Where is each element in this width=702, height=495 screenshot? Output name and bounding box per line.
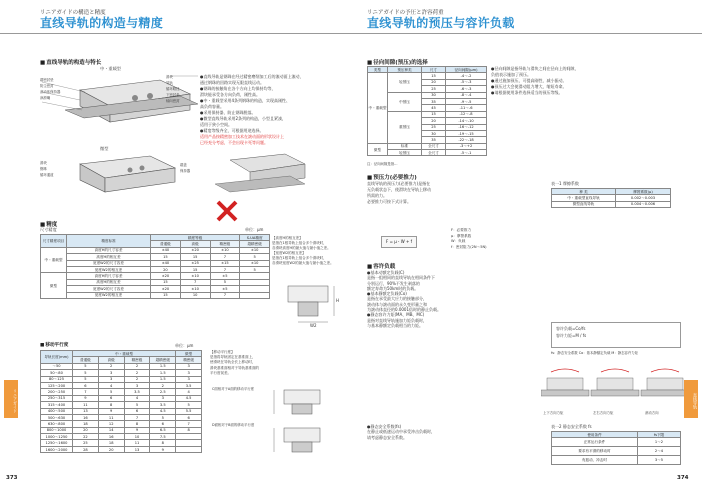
load-formula-box: 容许负载=Co/fs 容许力矩=M / fs <box>551 322 681 348</box>
par-diag-label-d: D面相对于B面的移动平行度 <box>212 423 255 427</box>
dimension-diagram <box>278 272 342 328</box>
right-header <box>351 0 702 34</box>
diagram-bottom-title: 微型 <box>100 146 109 151</box>
block-diagram-miniature <box>60 152 180 202</box>
section-accuracy: ■ 精度 <box>40 220 57 228</box>
thrust-formula: F = μ・W + f <box>381 236 417 248</box>
table2-caption: 表一2 静态安全系数 fs <box>551 424 592 429</box>
static-safety-text: ●静态安全系数(fs) 在静止或低速运动中承受冲击负载时， 请考虑静态安全系数。 <box>367 424 435 440</box>
acc-unit: 单位：μm <box>245 227 264 232</box>
table1-caption: 表一1 摩擦系数 <box>551 181 579 186</box>
svg-text:H: H <box>336 298 340 303</box>
arrow-label-roll: 滚动方向 <box>645 411 659 415</box>
right-subtitle: リニアガイドの予圧と許容荷重 <box>367 10 444 16</box>
preload-table: 类型 预压种类 尺寸 径向间隙(μm) 中・重载型 轻预压 15 -4～-2 20 -5～-3 25 -6～-3 中预压 30 -8～-4 35 -9～-5 45 -11～-6 重预压 15 -12～-8 20 -14～-10 25 -16～-12 30 -19～-15 35 -22～-18 微型 标准 全尺寸 -3～+2 轻预压 全尺寸 -5～-1 <box>367 66 487 156</box>
left-header <box>0 0 351 34</box>
left-page-number: 373 <box>6 475 18 481</box>
right-title: 直线导轨的预压与容许负载 <box>367 16 515 30</box>
parallelism-table: 导轨长度(mm) 中・重载型 微型 普通级 高级 精密级 超精密级 精密级 ～50 5 2 2 1.5 3 50～80 5 3 2 1.5 3 80～125 5 3 2 1.5 3 125～200 6 4 3 2 3.5 200～250 7 5 3.5 2.5 4 250～315 9 6 4 3 4.5 315～400 11 8 5 3.5 5 400～500 13 9 6 4.5 5.5 500～630 16 11 7 5 6 630～800 18 12 8 6 7 800～1000 20 14 9 6.5 8 1000～1250 22 16 10 7.5 1250～1600 25 18 11 8 1600～2000 28 20 13 9 <box>40 350 202 453</box>
arrow-label-pitch: 上下方向力矩 <box>543 411 564 415</box>
section-parallelism: ■ 移动平行度 <box>40 342 68 348</box>
section-preload: ■ 径向间隙(预压)的选择 <box>367 58 428 66</box>
section-preload2: ■ 预压力(必要推力) <box>367 173 417 181</box>
misuse-diagram <box>210 150 310 230</box>
diagram-bottom-labels-left: 滑块 钢珠 循环通道 <box>40 161 54 177</box>
friction-table: 种 类 摩擦系数(μ) 中・重载型直线导轨 0.002～0.003 微型直线导轨 0.004～0.006 <box>551 188 671 208</box>
safety-factor-table: 使用条件 fs下限 正常运行条件 1～2 要求有平滑的移动时 2～4 有振动、冲击时 3～5 <box>551 431 681 465</box>
right-page <box>351 0 702 495</box>
section-structure: ■ 直线导轨的构造与特长 <box>40 58 101 66</box>
svg-text:W2: W2 <box>310 323 317 328</box>
features-list: ●直线导轨是钢珠在经过精密磨削加工后的滚动面上滚动， 通过钢珠的回路实现无限直线运动。 ●钢珠的接触角在各个方向上均保持均等， 滑块能承受各方向负荷，刚性高。 ●中・重载型采用4条列钢珠的构造，实现高刚性、 高负荷容量。 ●采用保持器，防止钢珠脱落。 ●微型直线导轨采用2条列的构造，小型且紧凑， 适用于狭小空间。 ●精度等级齐全，可根据用途选择。 适用产品按精密加工技术在滚动面的形状设计上 已经充分考虑，不会出现卡死等问题。 <box>200 74 304 145</box>
preload-table-note: 注：径向间隙是指… <box>367 162 398 166</box>
diagram-top-labels-left: 端密封垫 防尘密封 滚动体保持器 润滑嘴 <box>40 78 61 100</box>
accuracy-table: 尺寸精度项目 精度标准 精度等级 S-UA精度 普通级 高级 精密级 超精密级 中・重载型 高度H的尺寸容差 ±40 ±20 ±10 ±10 高度H的相互差 15 15 7 5 宽度W2的尺寸容差 ±40 ±25 ±15 ±10 宽度W2的相互差 20 15 7 5 微型 高度H的尺寸容差 ±20 ±10 ±5 高度H的相互差 15 7 5 宽度W2的尺寸容差 ±20 ±10 ±5 宽度W2的相互差 15 10 7 <box>40 234 270 299</box>
right-side-tab: 直线导轨 <box>684 380 698 418</box>
preload2-text: 直线导轨的预压力(必要推力)是指在 无负载状态下，使滑块在导轨上移动 所需的力。 必要推力可按下式计算。 <box>367 181 431 204</box>
right-page-number: 374 <box>677 475 689 481</box>
moment-diagrams <box>541 364 691 412</box>
diagram-bottom-labels-right: 端盖 保持器 <box>180 163 191 173</box>
load-text: ●基本动额定负载(C) 是指一组相同的直线导轨在相同条件下 分别运行，90%不发生剥落的 额定寿命为50km时的负载。 ●基本静额定负载(Co) 是指在承受最大应力的接触部分， 滚动体与滚动面的永久变形量之和 为滚动体直径的0.0001倍时的静止负载。 ●静态容许力矩(MA、MB、MC) 是指对直线导轨施加力矩负载时， 与基本静额定负载相当的力矩。 <box>367 270 441 328</box>
diagram-top-title: 中・重载型 <box>100 66 121 71</box>
section-load: ■ 容许负载 <box>367 262 395 270</box>
load-formula-note: fs：静态安全系数 Co：基本静额定负载 M：静态容许力矩 <box>551 351 639 355</box>
arrow-label-yaw: 左右方向力矩 <box>593 411 614 415</box>
left-side-tab: リニアガイド <box>4 380 18 418</box>
accuracy-notes: 【高度H的相互差】 是指在1根导轨上组合多个滑块时， 各滑块高度H的最大值与最小值之差。 【宽度W2的相互差】 是指在1根导轨上组合多个滑块时， 各滑块宽度W2的最大值与最小值之差。 <box>272 236 334 265</box>
formula-legend: F：必要推力 μ：摩擦系数 W：负载 f：密封阻力(2N～5N) <box>451 228 487 249</box>
parallelism-notes: 【移动平行度】 是指将导轨固定在基准面上， 使滑块在导轨全长上移动时， 滑块基准面相对于导轨基准面的 平行度误差。 <box>210 350 259 375</box>
left-subtitle: リニアガイドの構造と精度 <box>40 10 106 16</box>
par-diag-label-c: C面相对于A面的移动平行度 <box>212 387 254 391</box>
parallelism-diagram <box>270 384 336 464</box>
accuracy-grade-label: 尺寸精度 <box>40 227 57 232</box>
diagram-top-labels-right: 滑块 导轨 循环路径 下密封条 轴向密封 <box>166 75 180 103</box>
preload-text: ●径向间隙是指导轨与滑块之间在径向上的间隙， 负值表示施加了预压。 ●通过施加预压，可提高刚性，减小振动。 ●预压过大会使滑动阻力增大，缩短寿命。 ●请根据使用条件选择适当的预压等级。 <box>491 66 579 95</box>
par-unit: 单位：μm <box>175 343 194 348</box>
left-title: 直线导轨的构造与精度 <box>40 16 164 30</box>
